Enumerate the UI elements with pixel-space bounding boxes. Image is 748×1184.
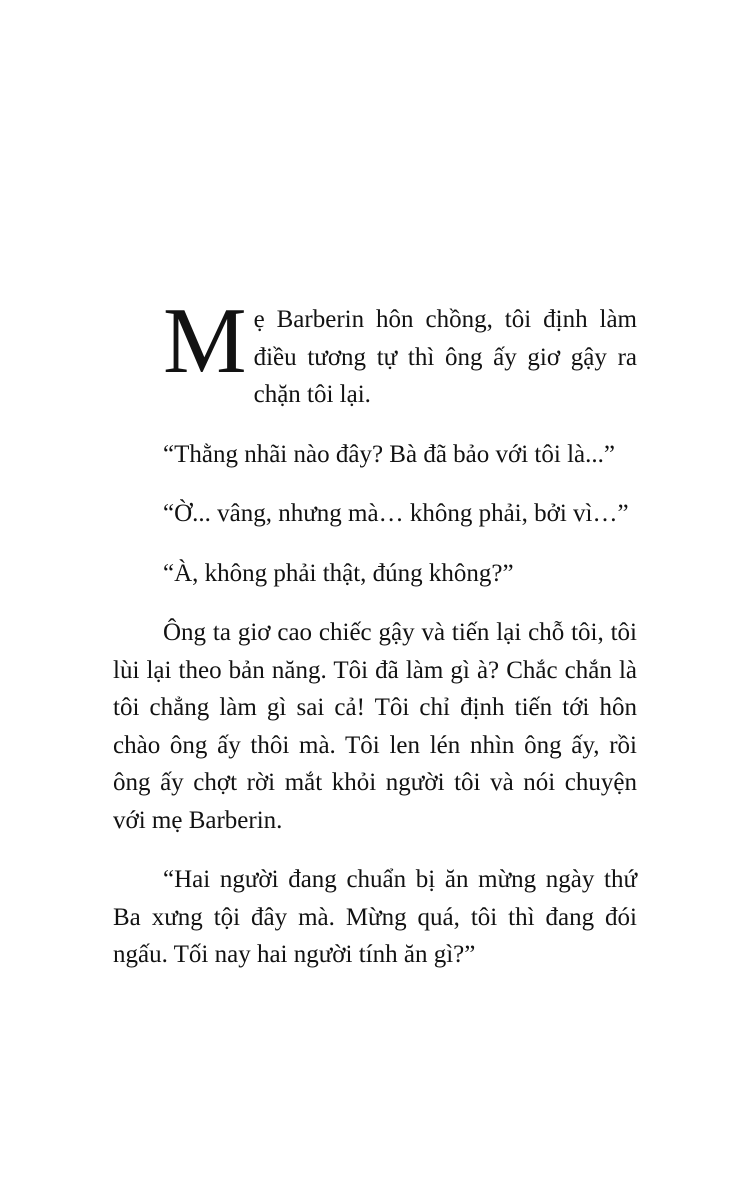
paragraph-dialogue-3: “À, không phải thật, đúng không?” bbox=[163, 559, 514, 587]
paragraph-dialogue-1: “Thằng nhãi nào đây? Bà đã bảo với tôi là...” bbox=[163, 440, 615, 468]
drop-cap-letter: M bbox=[163, 289, 247, 393]
text-block bbox=[113, 289, 637, 996]
paragraph-opening bbox=[113, 289, 637, 414]
paragraph-dialogue-2: “Ờ... vâng, nhưng mà… không phải, bởi vì…” bbox=[163, 500, 629, 527]
paragraph-dialogue-4: “Hai người đang chuẩn bị ăn mừng ngày thứ Ba xưng tội đây mà. Mừng quá, tôi thì đang đói ngấu. Tối nay hai người tính ăn gì?” bbox=[113, 866, 637, 968]
paragraph-narration: Ông ta giơ cao chiếc gậy và tiến lại chỗ tôi, tôi lùi lại theo bản năng. Tôi đã làm gì à? Chắc chắn là tôi chẳng làm gì sai cả! Tôi chỉ định tiến tới hôn chào ông ấy thôi mà. Tôi len lén nhìn ông ấy, rồi ông ấy chợt rời mắt khỏi người tôi và nói chuyện với mẹ Barberin. bbox=[113, 619, 637, 834]
paragraph-text: ẹ Barberin hôn chồng, tôi định làm điều tương tự thì ông ấy giơ gậy ra chặn tôi lại. bbox=[253, 306, 637, 408]
